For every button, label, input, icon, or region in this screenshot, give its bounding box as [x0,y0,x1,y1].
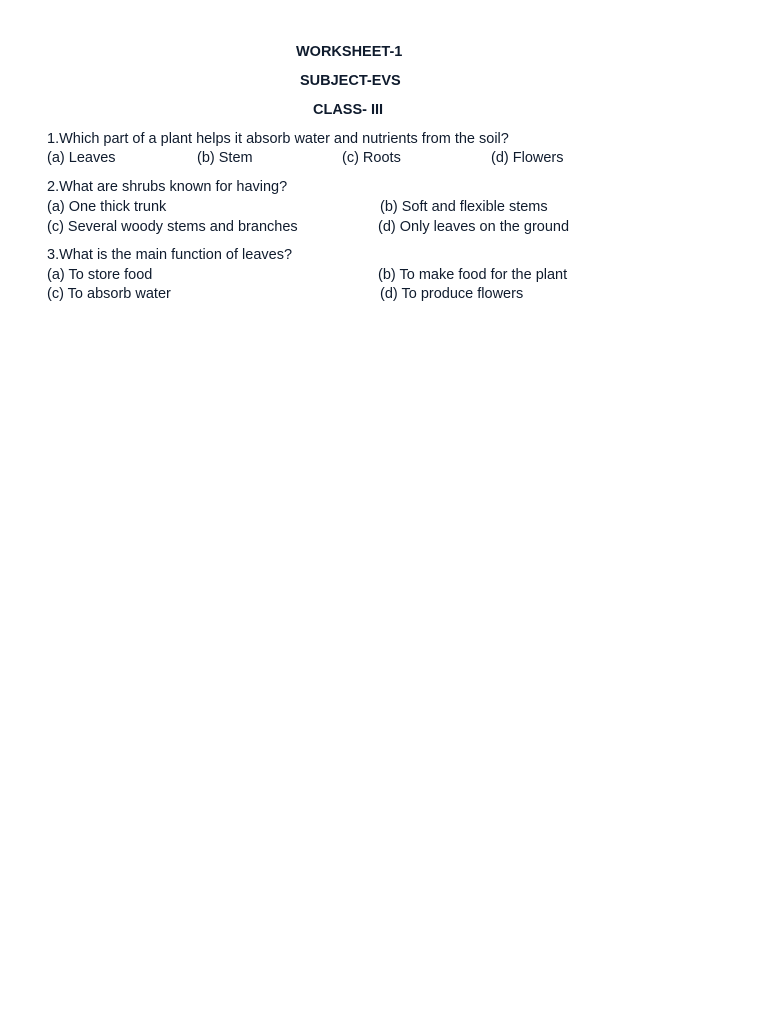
question-2-option-a: (a) One thick trunk [47,199,167,215]
question-1-option-c: (c) Roots [342,150,401,166]
question-3-option-d: (d) To produce flowers [380,286,524,302]
worksheet-title: WORKSHEET-1 [296,44,403,60]
class-title: CLASS- III [313,102,384,118]
question-2-option-b: (b) Soft and flexible stems [380,199,548,215]
question-3-option-a: (a) To store food [47,267,153,283]
question-3-option-c: (c) To absorb water [47,286,171,302]
question-1-option-b: (b) Stem [197,150,253,166]
question-3-text: 3.What is the main function of leaves? [47,247,293,263]
question-3-option-b: (b) To make food for the plant [378,267,568,283]
question-2-option-d: (d) Only leaves on the ground [378,219,570,235]
question-1-text: 1.Which part of a plant helps it absorb water and nutrients from the soil? [47,131,509,147]
question-2-option-c: (c) Several woody stems and branches [47,219,298,235]
question-2-text: 2.What are shrubs known for having? [47,179,288,195]
question-1-option-d: (d) Flowers [491,150,564,166]
subject-title: SUBJECT-EVS [300,73,401,89]
question-1-option-a: (a) Leaves [47,150,116,166]
